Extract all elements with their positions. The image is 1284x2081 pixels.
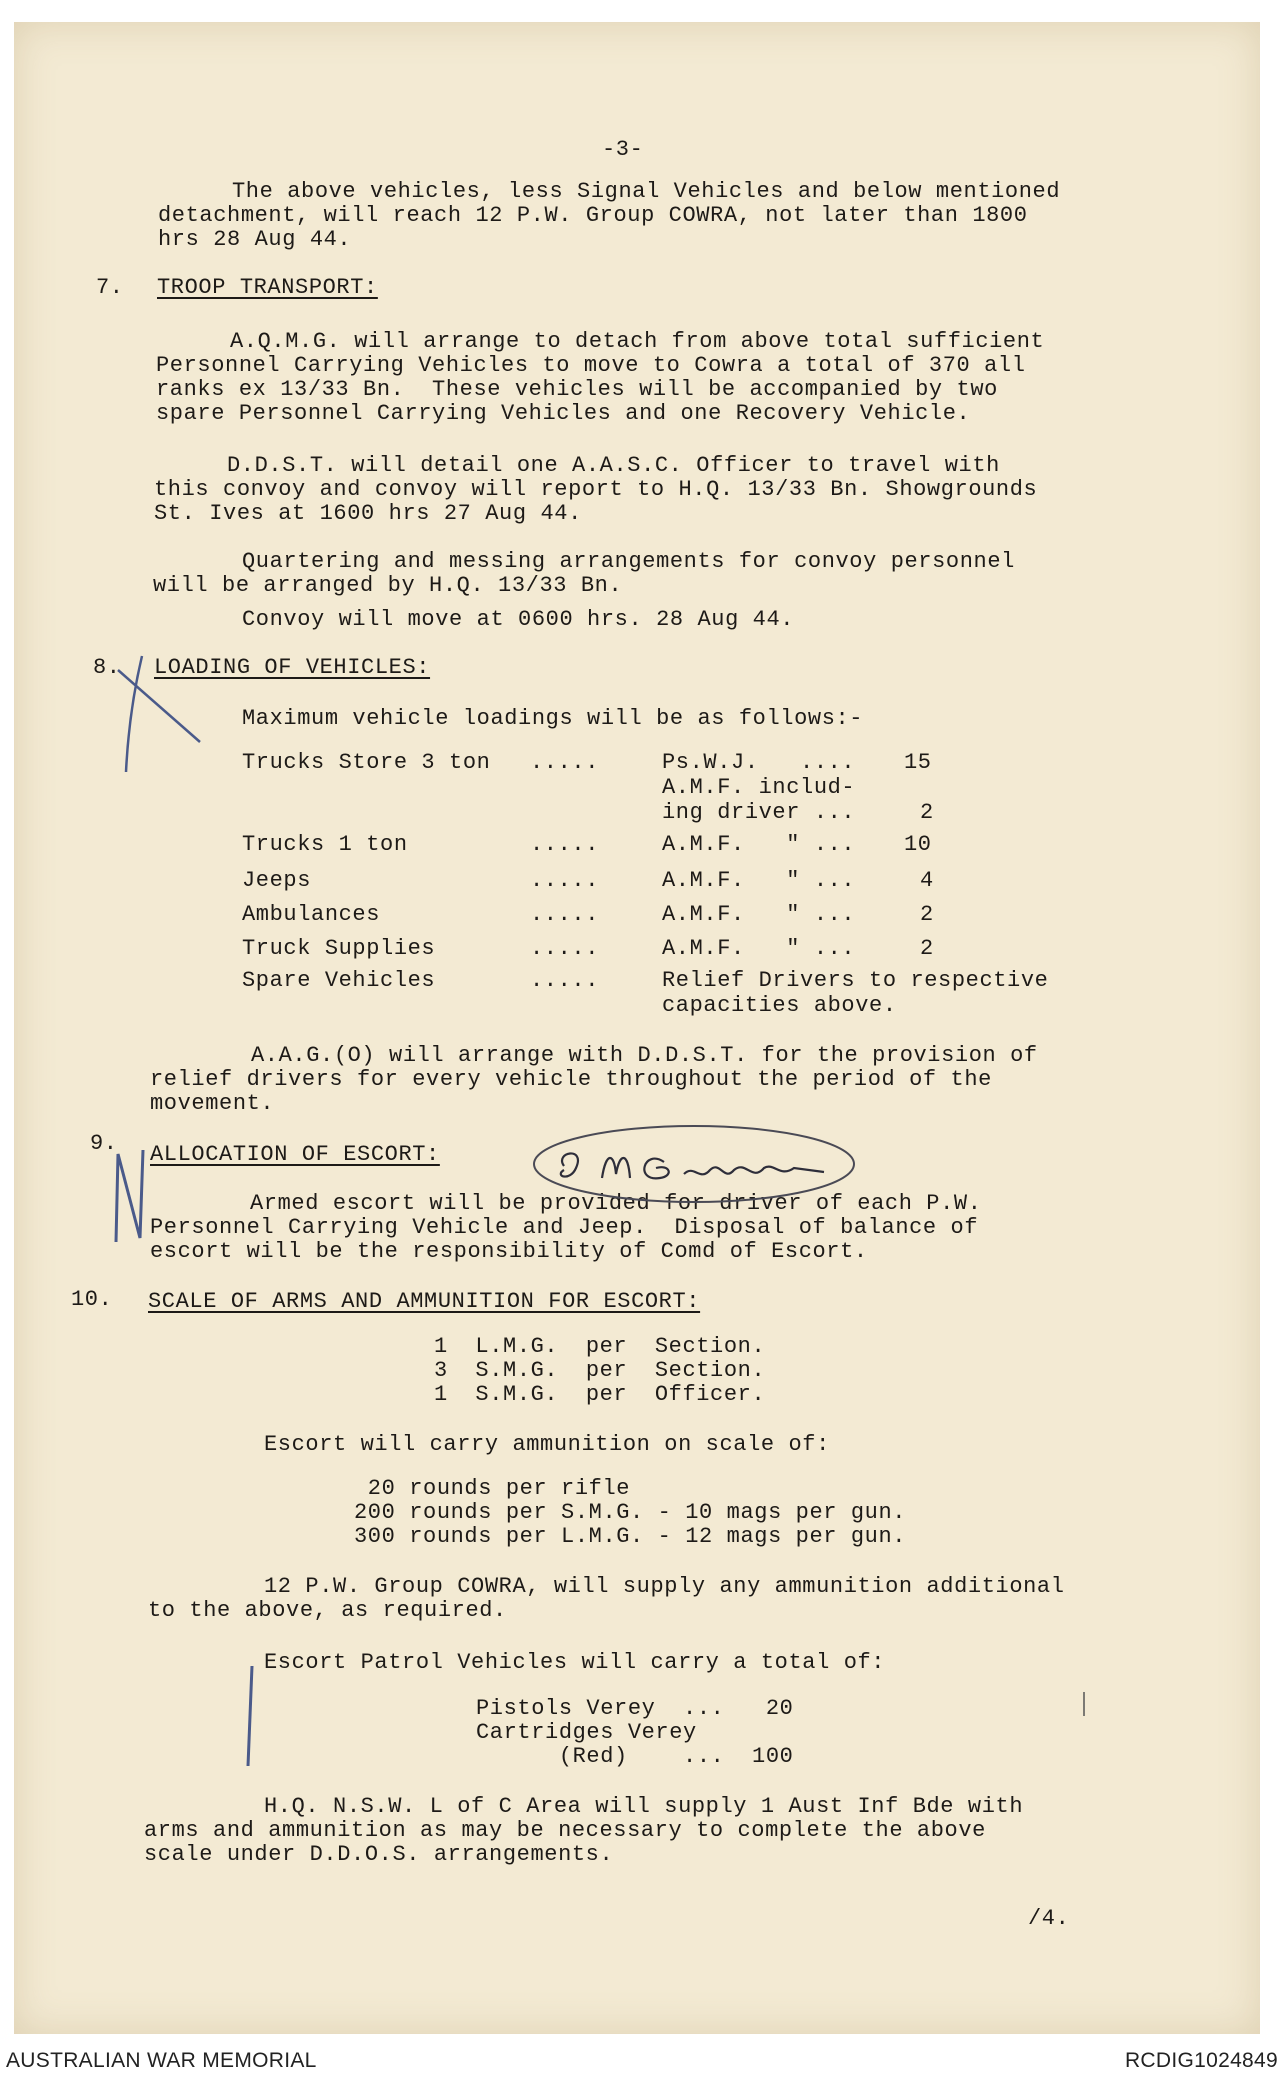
dots: ..... [530, 968, 600, 993]
intro-line: hrs 28 Aug 44. [158, 227, 352, 252]
load-qty: 2 [920, 902, 934, 927]
document-page [14, 22, 1260, 2034]
footer-image-id: RCDIG1024849 [1124, 2049, 1278, 2072]
load-qty: 15 [904, 750, 932, 775]
load-type: ing driver ... [662, 800, 856, 825]
footer-archive-name: AUSTRALIAN WAR MEMORIAL [6, 2049, 317, 2072]
patrol-line: Cartridges Verey [476, 1720, 697, 1745]
arms-line: 3 S.M.G. per Section. [434, 1358, 766, 1383]
paragraph-line: to the above, as required. [148, 1598, 507, 1623]
load-qty: 4 [920, 868, 934, 893]
patrol-line: (Red) ... 100 [476, 1744, 794, 1769]
intro-line: detachment, will reach 12 P.W. Group COWRA, not later than 1800 [158, 203, 1028, 228]
section-number: 8. [93, 655, 121, 680]
patrol-intro: Escort Patrol Vehicles will carry a total of: [264, 1650, 886, 1675]
load-qty: 2 [920, 936, 934, 961]
next-page-ref: /4. [1028, 1906, 1070, 1931]
load-type: A.M.F. " ... [662, 832, 856, 857]
paragraph-line: Armed escort will be provided for driver of each P.W. [250, 1191, 982, 1216]
vehicle-type: Trucks 1 ton [242, 832, 408, 857]
handwritten-margin-line [244, 1662, 256, 1772]
load-qty: 10 [904, 832, 932, 857]
section-number: 9. [90, 1131, 118, 1156]
load-type: A.M.F. " ... [662, 936, 856, 961]
dots: ..... [530, 936, 600, 961]
dots: ..... [530, 902, 600, 927]
paragraph-line: this convoy and convoy will report to H.Q. 13/33 Bn. Showgrounds [154, 477, 1038, 502]
dots: ..... [530, 868, 600, 893]
paragraph-line: Personnel Carrying Vehicle and Jeep. Disposal of balance of [150, 1215, 979, 1240]
vehicle-type: Ambulances [242, 902, 381, 927]
vehicle-type: Jeeps [242, 868, 312, 893]
dots: ..... [530, 750, 600, 775]
loading-intro: Maximum vehicle loadings will be as follows:- [242, 706, 864, 731]
paragraph-line: will be arranged by H.Q. 13/33 Bn. [153, 573, 623, 598]
ammo-line: 200 rounds per S.M.G. - 10 mags per gun. [354, 1500, 907, 1525]
vehicle-type: Trucks Store 3 ton [242, 750, 491, 775]
paragraph-line: H.Q. N.S.W. L of C Area will supply 1 Aust Inf Bde with [264, 1794, 1024, 1819]
patrol-line: Pistols Verey ... 20 [476, 1696, 794, 1721]
paragraph-line: ranks ex 13/33 Bn. These vehicles will be accompanied by two [156, 377, 998, 402]
paragraph-line: D.D.S.T. will detail one A.A.S.C. Officer to travel with [227, 453, 1000, 478]
paragraph-line: 12 P.W. Group COWRA, will supply any ammunition additional [264, 1574, 1065, 1599]
pencil-tick [1080, 1690, 1088, 1720]
ammo-line: 300 rounds per L.M.G. - 12 mags per gun. [354, 1524, 907, 1549]
paragraph-line: A.Q.M.G. will arrange to detach from above total sufficient [230, 329, 1045, 354]
handwritten-n-mark [110, 1142, 150, 1252]
handwritten-cross-mark [104, 650, 214, 780]
load-type: capacities above. [662, 993, 897, 1018]
ammo-line: 20 rounds per rifle [354, 1476, 631, 1501]
load-qty: 2 [920, 800, 934, 825]
paragraph-line: Convoy will move at 0600 hrs. 28 Aug 44. [242, 607, 795, 632]
paragraph-line: movement. [150, 1091, 275, 1116]
page-number: -3- [602, 137, 644, 162]
dots: ..... [530, 832, 600, 857]
section-heading: ALLOCATION OF ESCORT: [150, 1142, 440, 1167]
vehicle-type: Spare Vehicles [242, 968, 436, 993]
load-type: A.M.F. " ... [662, 902, 856, 927]
arms-line: 1 L.M.G. per Section. [434, 1334, 766, 1359]
paragraph-line: scale under D.D.O.S. arrangements. [144, 1842, 614, 1867]
load-type: A.M.F. includ- [662, 775, 856, 800]
vehicle-type: Truck Supplies [242, 936, 436, 961]
section-number: 10. [71, 1287, 113, 1312]
paragraph-line: spare Personnel Carrying Vehicles and one Recovery Vehicle. [156, 401, 971, 426]
arms-line: 1 S.M.G. per Officer. [434, 1382, 766, 1407]
paragraph-line: Personnel Carrying Vehicles to move to Cowra a total of 370 all [156, 353, 1026, 378]
section-heading: LOADING OF VEHICLES: [154, 655, 431, 680]
intro-line: The above vehicles, less Signal Vehicles and below mentioned [232, 179, 1061, 204]
paragraph-line: Quartering and messing arrangements for convoy personnel [242, 549, 1015, 574]
load-type: A.M.F. " ... [662, 868, 856, 893]
paragraph-line: escort will be the responsibility of Comd of Escort. [150, 1239, 868, 1264]
load-type: Relief Drivers to respective [662, 968, 1049, 993]
paragraph-line: St. Ives at 1600 hrs 27 Aug 44. [154, 501, 582, 526]
section-number: 7. [96, 275, 124, 300]
paragraph-line: A.A.G.(O) will arrange with D.D.S.T. for the provision of [251, 1043, 1038, 1068]
paragraph-line: relief drivers for every vehicle throughout the period of the [150, 1067, 992, 1092]
handwritten-signature [524, 1112, 864, 1212]
load-type: Ps.W.J. .... [662, 750, 856, 775]
section-heading: TROOP TRANSPORT: [157, 275, 378, 300]
ammo-intro: Escort will carry ammunition on scale of: [264, 1432, 830, 1457]
section-heading: SCALE OF ARMS AND AMMUNITION FOR ESCORT: [148, 1289, 701, 1314]
paragraph-line: arms and ammunition as may be necessary to complete the above [144, 1818, 986, 1843]
